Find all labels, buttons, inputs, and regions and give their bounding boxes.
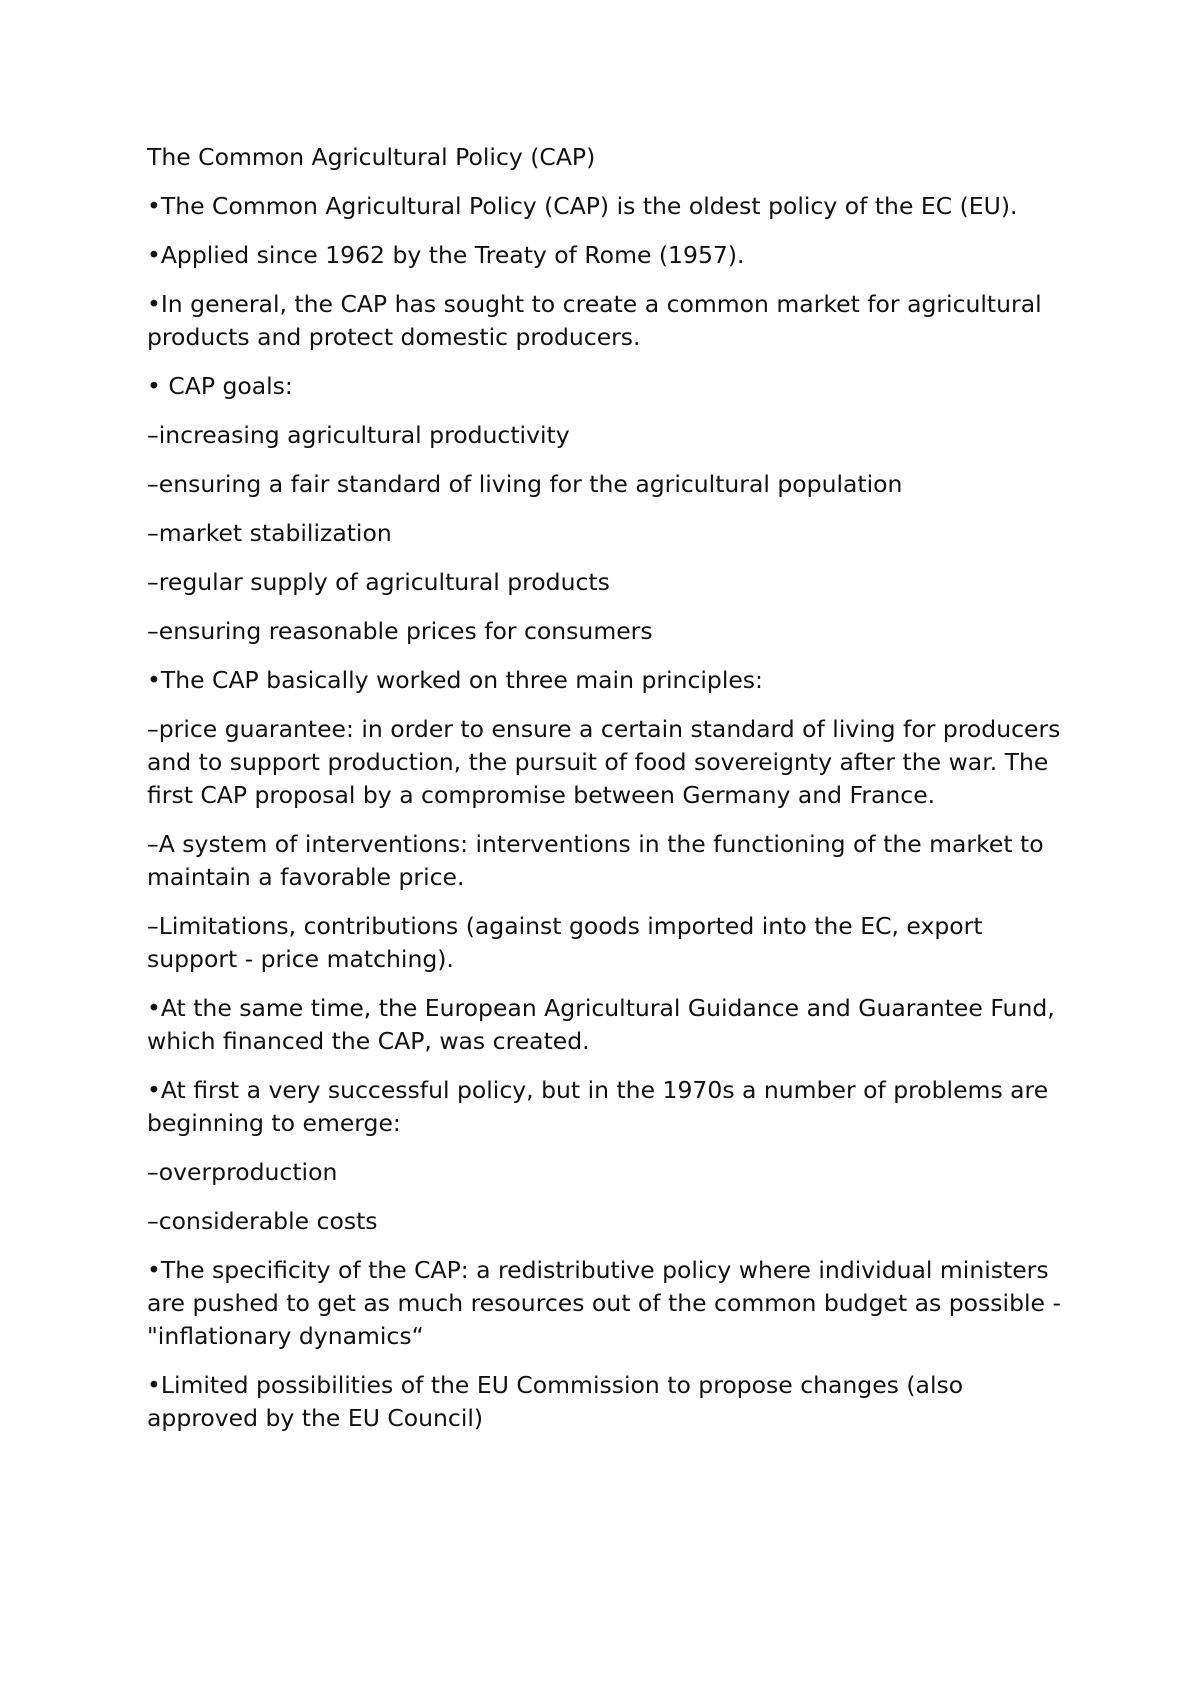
problem-costs: –considerable costs	[147, 1207, 378, 1235]
goal-market-stabilization: –market stabilization	[147, 519, 392, 547]
goal-regular-supply: –regular supply of agricultural products	[147, 568, 610, 596]
problem-overproduction: –overproduction	[147, 1158, 338, 1186]
principle-limitations: –Limitations, contributions (against goods imported into the EC, export support - price matching).	[147, 912, 983, 973]
paragraph-cap-goals: • CAP goals:	[147, 372, 293, 400]
goal-productivity: –increasing agricultural productivity	[147, 421, 570, 449]
paragraph-applied-since: •Applied since 1962 by the Treaty of Rome (1957).	[147, 241, 745, 269]
principle-interventions: –A system of interventions: interventions in the functioning of the market to maintain a favorable price.	[147, 830, 1044, 891]
paragraph-guarantee-fund: •At the same time, the European Agricultural Guidance and Guarantee Fund, which financed the CAP, was created.	[147, 994, 1055, 1055]
paragraph-oldest-policy: •The Common Agricultural Policy (CAP) is the oldest policy of the EC (EU).	[147, 192, 1018, 220]
goal-standard-of-living: –ensuring a fair standard of living for the agricultural population	[147, 470, 903, 498]
paragraph-three-principles: •The CAP basically worked on three main principles:	[147, 666, 763, 694]
paragraph-specificity: •The specificity of the CAP: a redistributive policy where individual ministers are pushed to get as much resources out of the common budget as possible - "inflationary dynamics“	[147, 1256, 1061, 1350]
principle-price-guarantee: –price guarantee: in order to ensure a certain standard of living for producers and to support production, the pursuit of food sovereignty after the war. The first CAP proposal by a compromise between Germany and France.	[147, 715, 1061, 809]
paragraph-problems-emerge: •At first a very successful policy, but in the 1970s a number of problems are beginning to emerge:	[147, 1076, 1049, 1137]
document-title: The Common Agricultural Policy (CAP)	[147, 143, 596, 171]
document-body	[147, 141, 1067, 1451]
paragraph-common-market: •In general, the CAP has sought to create a common market for agricultural products and protect domestic producers.	[147, 290, 1042, 351]
goal-reasonable-prices: –ensuring reasonable prices for consumers	[147, 617, 653, 645]
paragraph-commission-limits: •Limited possibilities of the EU Commission to propose changes (also approved by the EU Council)	[147, 1371, 964, 1432]
